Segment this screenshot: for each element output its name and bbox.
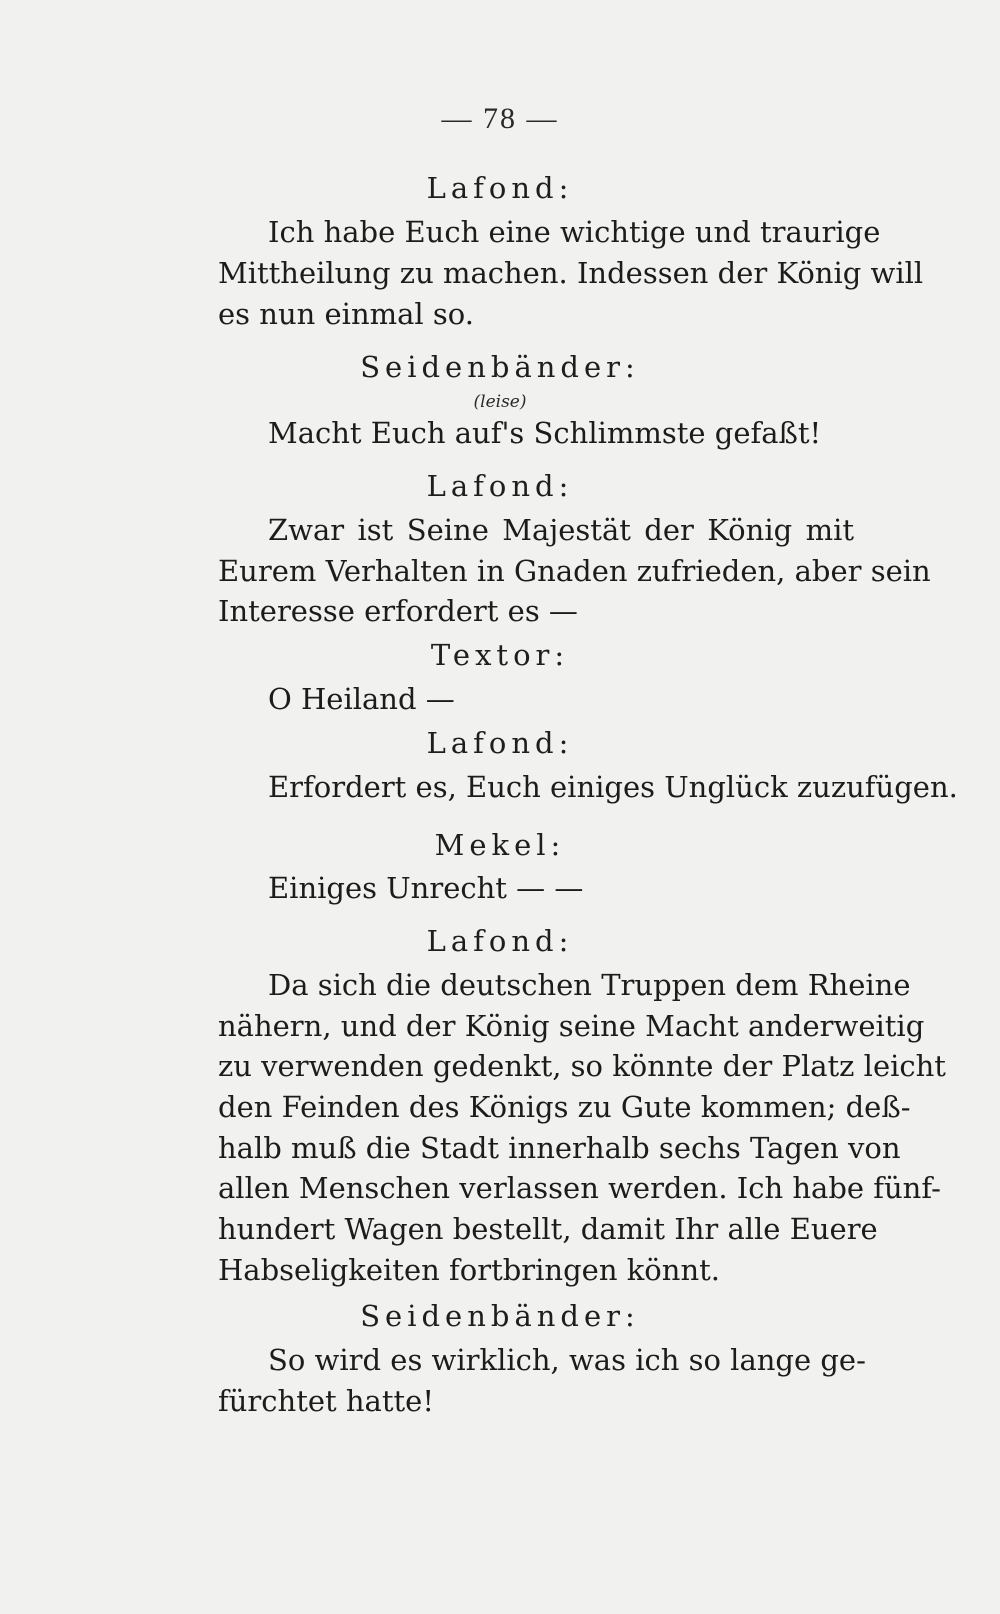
dialogue-line: zu verwenden gedenkt, so könnte der Platz leicht xyxy=(218,1049,946,1083)
dialogue-line: Macht Euch auf's Schlimmste gefaßt! xyxy=(268,416,822,450)
speaker-label: Lafond: xyxy=(426,171,574,205)
dialogue-line: fürchtet hatte! xyxy=(218,1384,434,1418)
dialogue-line: allen Menschen verlassen werden. Ich habe fünf- xyxy=(218,1171,941,1205)
dialogue-line: hundert Wagen bestellt, damit Ihr alle Euere xyxy=(218,1212,878,1246)
dialogue-line: den Feinden des Königs zu Gute kommen; deß- xyxy=(218,1090,911,1124)
speaker-label: Textor: xyxy=(430,638,570,672)
speaker-label: Lafond: xyxy=(426,726,574,760)
dialogue-line: Eurem Verhalten in Gnaden zufrieden, aber sein xyxy=(218,554,931,588)
dialogue-line: halb muß die Stadt innerhalb sechs Tagen von xyxy=(218,1131,901,1165)
dialogue-line: Mittheilung zu machen. Indessen der König will xyxy=(218,256,924,290)
dialogue-line: Habseligkeiten fortbringen könnt. xyxy=(218,1253,720,1287)
speaker-label: Seidenbänder: xyxy=(360,350,640,384)
speaker-label: Seidenbänder: xyxy=(360,1299,640,1333)
dialogue-line: Interesse erfordert es — xyxy=(218,594,578,628)
dialogue-line: Einiges Unrecht — — xyxy=(268,871,584,905)
dialogue-line: Ich habe Euch eine wichtige und traurige xyxy=(268,215,881,249)
speaker-label: Mekel: xyxy=(434,828,566,862)
stage-direction: (leise) xyxy=(473,392,527,412)
dialogue-line: O Heiland — xyxy=(268,682,455,716)
page-number: — 78 — xyxy=(441,102,559,135)
dialogue-line: es nun einmal so. xyxy=(218,297,474,331)
dialogue-line: Erfordert es, Euch einiges Unglück zuzufügen. xyxy=(268,770,958,804)
dialogue-line: Zwar ist Seine Majestät der König mit xyxy=(268,513,854,547)
dialogue-line: So wird es wirklich, was ich so lange ge- xyxy=(268,1343,866,1377)
speaker-label: Lafond: xyxy=(426,924,574,958)
dialogue-line: nähern, und der König seine Macht anderweitig xyxy=(218,1009,925,1043)
dialogue-line: Da sich die deutschen Truppen dem Rheine xyxy=(268,968,911,1002)
speaker-label: Lafond: xyxy=(426,469,574,503)
